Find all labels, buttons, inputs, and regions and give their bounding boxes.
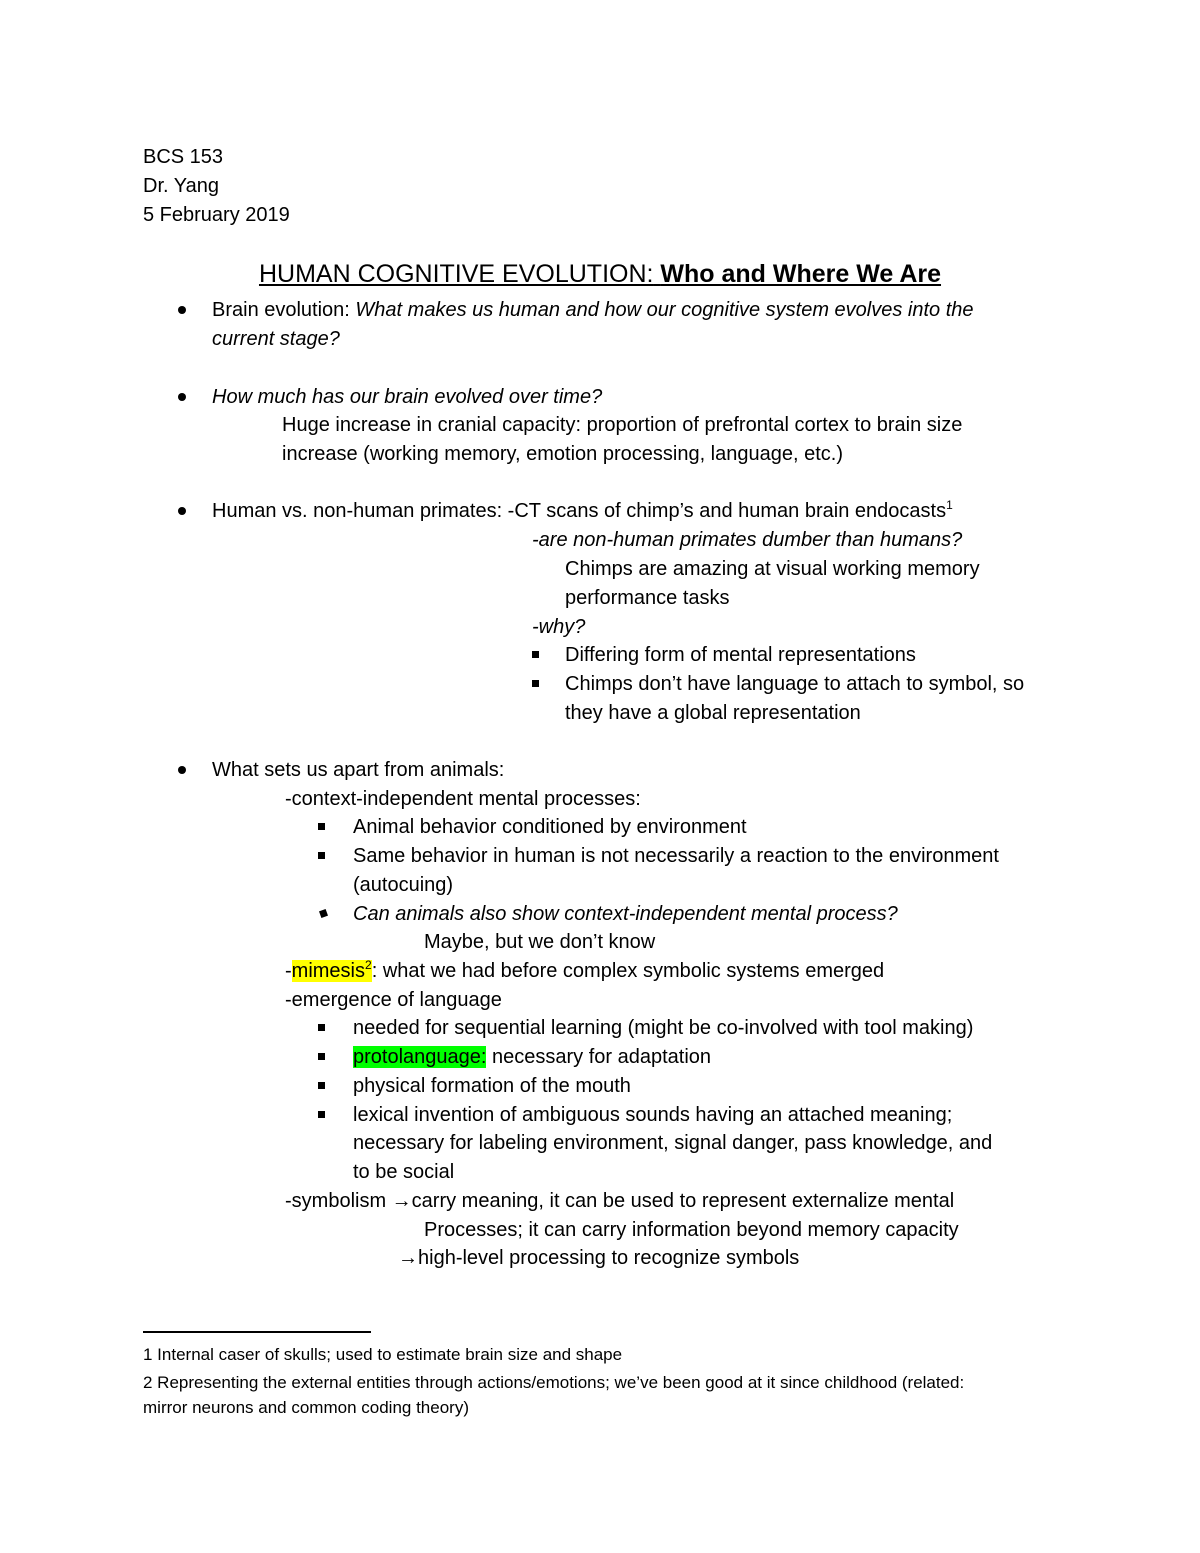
bullet-dot xyxy=(178,306,186,314)
title-main: HUMAN COGNITIVE EVOLUTION: xyxy=(258,260,654,288)
apart-label: What sets us apart from animals: xyxy=(212,759,505,781)
title-sub: Who and Where We Are xyxy=(660,260,942,288)
language-bullet-4c: to be social xyxy=(353,1161,455,1183)
mimesis-highlight xyxy=(292,960,372,982)
protolanguage-rest: necessary for adaptation xyxy=(486,1046,712,1068)
mimesis-line xyxy=(285,957,884,986)
how-much-question: How much has our brain evolved over time? xyxy=(212,386,603,408)
footnote-1: 1 Internal caser of skulls; used to estimate brain size and shape xyxy=(143,1345,623,1364)
primates-answer-2: performance tasks xyxy=(565,587,730,609)
context-bullet-3: Can animals also show context-independent mental process? xyxy=(353,903,898,925)
language-bullet-2 xyxy=(353,1043,711,1072)
bullet-dot xyxy=(178,766,186,774)
bullet-square xyxy=(318,823,325,830)
bullet-dot xyxy=(178,393,186,401)
bullet-square xyxy=(318,852,325,859)
language-bullet-3: physical formation of the mouth xyxy=(353,1075,631,1097)
how-much-answer-1: Huge increase in cranial capacity: proportion of prefrontal cortex to brain size xyxy=(282,414,963,436)
mimesis-term: mimesis xyxy=(291,960,366,982)
instructor-name: Dr. Yang xyxy=(143,175,219,197)
brain-evolution-label: Brain evolution: xyxy=(212,299,356,321)
course-code: BCS 153 xyxy=(143,146,224,168)
context-bullet-1: Animal behavior conditioned by environment xyxy=(353,816,747,838)
symbolism-line-3: →high-level processing to recognize symbols xyxy=(398,1247,800,1269)
primates-why: -why? xyxy=(532,616,586,638)
context-bullet-2b: (autocuing) xyxy=(353,874,454,896)
primates-bullet-1: Differing form of mental representations xyxy=(565,644,916,666)
language-heading: -emergence of language xyxy=(285,989,502,1011)
brain-evolution-question: What makes us human and how our cognitive system evolves into the xyxy=(355,299,974,321)
footnote-2a: 2 Representing the external entities through actions/emotions; we’ve been good at it since childhood (related: xyxy=(143,1373,965,1392)
human-vs-primates-line xyxy=(212,497,953,526)
bullet-square xyxy=(318,1111,325,1118)
bullet-square xyxy=(532,651,539,658)
primates-bullet-2b: they have a global representation xyxy=(565,702,861,724)
mimesis-rest: : what we had before complex symbolic systems emerged xyxy=(371,960,885,982)
context-heading: -context-independent mental processes: xyxy=(285,788,641,810)
language-bullet-4a: lexical invention of ambiguous sounds having an attached meaning; xyxy=(353,1104,953,1126)
protolanguage-highlight: protolanguage: xyxy=(353,1046,487,1068)
how-much-answer-2: increase (working memory, emotion processing, language, etc.) xyxy=(282,443,843,465)
footnote-separator xyxy=(143,1331,371,1333)
footnote-2b: mirror neurons and common coding theory) xyxy=(143,1398,469,1417)
mimesis-dash: - xyxy=(285,960,292,982)
context-bullet-3-answer: Maybe, but we don’t know xyxy=(424,931,656,953)
bullet-square xyxy=(318,1082,325,1089)
page-title xyxy=(0,260,1200,289)
symbolism-line-2: Processes; it can carry information beyond memory capacity xyxy=(424,1219,959,1241)
footnote-ref-2: 2 xyxy=(365,958,372,972)
context-bullet-2a: Same behavior in human is not necessarily a reaction to the environment xyxy=(353,845,999,867)
language-bullet-4b: necessary for labeling environment, signal danger, pass knowledge, and xyxy=(353,1132,993,1154)
language-bullet-1: needed for sequential learning (might be co-involved with tool making) xyxy=(353,1017,974,1039)
bullet-square xyxy=(318,1053,325,1060)
primates-answer-1: Chimps are amazing at visual working memory xyxy=(565,558,980,580)
human-vs-primates-label: Human vs. non-human primates: -CT scans of chimp’s and human brain endocasts xyxy=(212,500,947,522)
footnote-ref-1: 1 xyxy=(946,498,953,512)
lecture-date: 5 February 2019 xyxy=(143,204,290,226)
brain-evolution-line xyxy=(212,296,974,325)
primates-question: -are non-human primates dumber than humans? xyxy=(532,529,963,551)
bullet-square xyxy=(318,1024,325,1031)
bullet-dot xyxy=(178,507,186,515)
brain-evolution-question-cont: current stage? xyxy=(212,328,340,350)
symbolism-line-1: -symbolism →carry meaning, it can be used to represent externalize mental xyxy=(285,1190,955,1212)
primates-bullet-2a: Chimps don’t have language to attach to symbol, so xyxy=(565,673,1025,695)
bullet-square xyxy=(532,680,539,687)
bullet-square xyxy=(319,909,328,918)
